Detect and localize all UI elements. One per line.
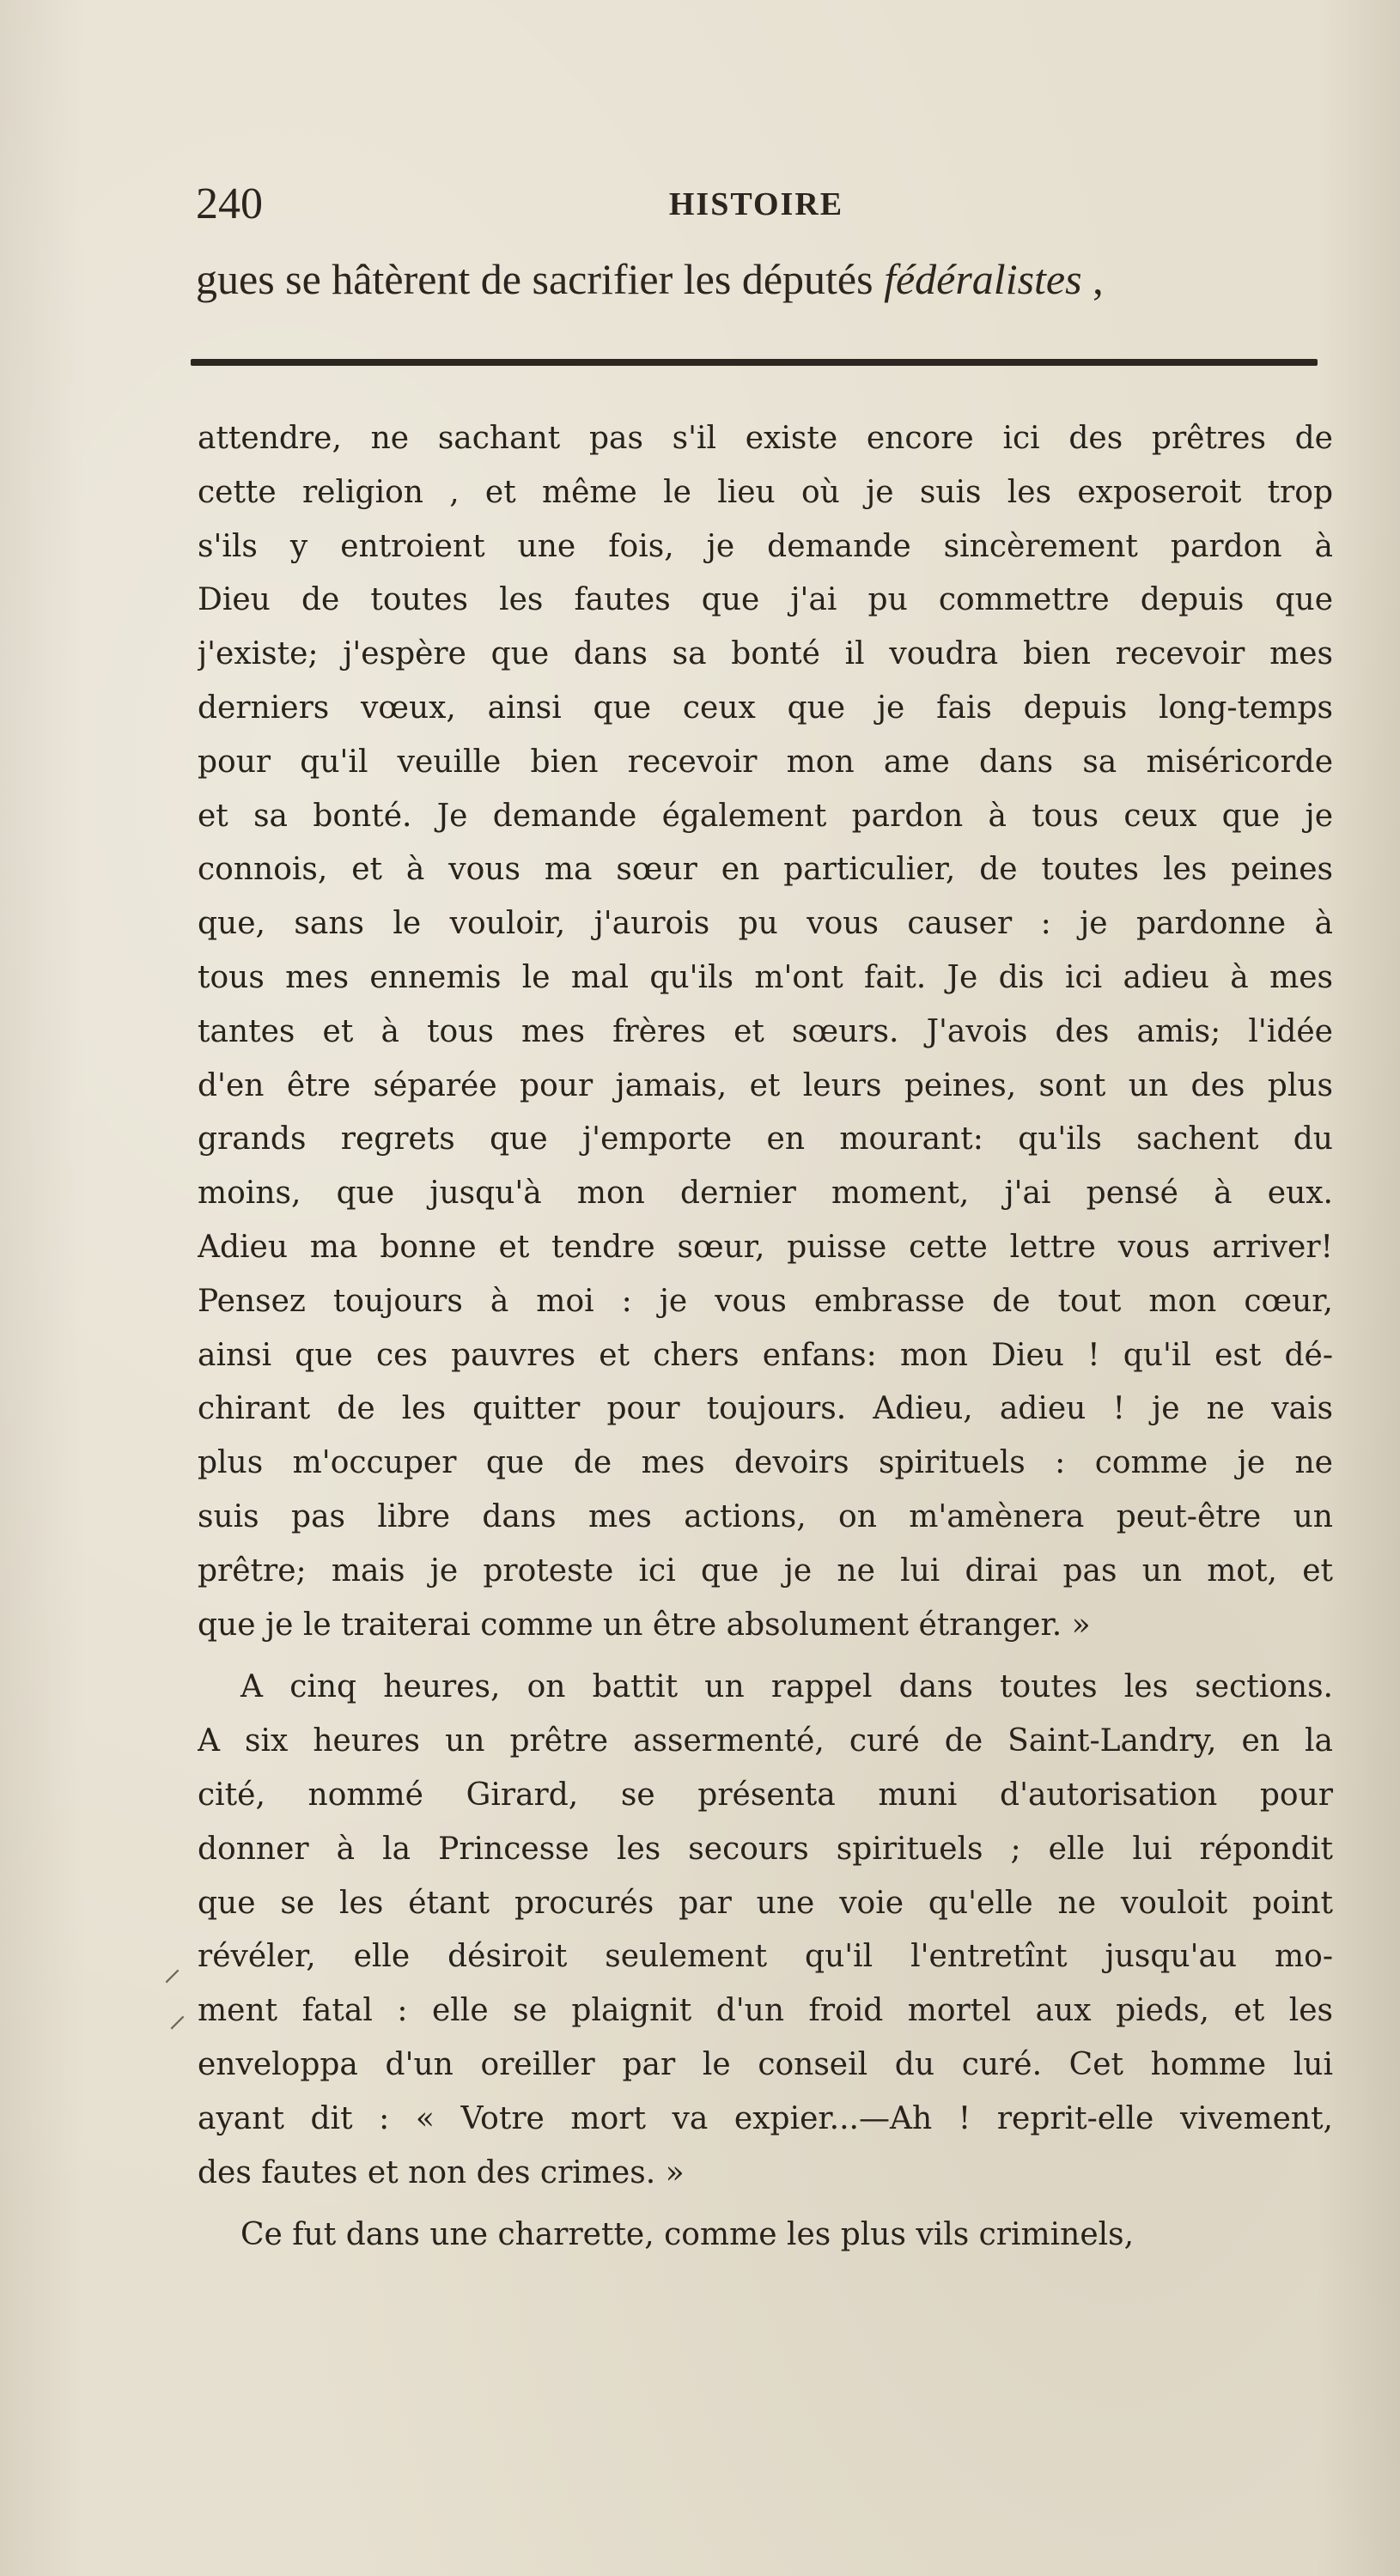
text-line: tous mes ennemis le mal qu'ils m'ont fait. Je dis ici adieu à mes (198, 959, 1333, 995)
text-line: ayant dit : « Votre mort va expier...—Ah ! reprit-elle vivement, (198, 2100, 1333, 2136)
text-line: que, sans le vouloir, j'aurois pu vous causer : je pardonne à (198, 906, 1333, 942)
margin-ink-mark: ⸝ (163, 1947, 182, 1989)
text-line: derniers vœux, ainsi que ceux que je fais depuis long-temps (198, 690, 1333, 726)
text-line: Adieu ma bonne et tendre sœur, puisse cette lettre vous arriver! (198, 1229, 1333, 1265)
continuation-punctuation: , (1081, 255, 1104, 303)
text-line: connois, et à vous ma sœur en particulier, de toutes les peines (198, 852, 1333, 888)
text-line: que je le traiterai comme un être absolument étranger. » (198, 1607, 1091, 1643)
continuation-italic-word: fédéralistes (884, 255, 1082, 303)
text-line: s'ils y entroient une fois, je demande sincèrement pardon à (198, 528, 1333, 564)
running-head (196, 179, 1317, 230)
text-line: A six heures un prêtre assermenté, curé de Saint-Landry, en la (198, 1723, 1333, 1759)
continuation-line (196, 251, 1321, 307)
text-line: donner à la Princesse les secours spirituels ; elle lui répondit (198, 1831, 1333, 1867)
paragraph-letter (198, 412, 1333, 1652)
text-line: d'en être séparée pour jamais, et leurs peines, sont un des plus (198, 1067, 1333, 1103)
text-line: plus m'occuper que de mes devoirs spirituels : comme je ne (198, 1445, 1333, 1481)
running-title: HISTOIRE (668, 186, 844, 222)
text-line: et sa bonté. Je demande également pardon à tous ceux que je (198, 798, 1333, 834)
text-line: chirant de les quitter pour toujours. Adieu, adieu ! je ne vais (198, 1391, 1333, 1427)
paragraph-charrette (198, 2208, 1333, 2263)
text-line: ment fatal : elle se plaignit d'un froid mortel aux pieds, et les (198, 1993, 1333, 2029)
text-line: moins, que jusqu'à mon dernier moment, j'ai pensé à eux. (198, 1176, 1333, 1212)
text-line: que se les étant procurés par une voie qu'elle ne vouloit point (198, 1885, 1333, 1921)
text-line: prêtre; mais je proteste ici que je ne lui dirai pas un mot, et (198, 1552, 1333, 1589)
page-number: 240 (196, 179, 263, 228)
margin-ink-mark: ⸝ (168, 1993, 187, 2035)
horizontal-rule (191, 359, 1318, 366)
text-line: Pensez toujours à moi : je vous embrasse de tout mon cœur, (198, 1283, 1333, 1319)
text-line: tantes et à tous mes frères et sœurs. J'avois des amis; l'idée (198, 1013, 1333, 1049)
text-line: j'existe; j'espère que dans sa bonté il voudra bien recevoir mes (198, 636, 1333, 672)
text-line: attendre, ne sachant pas s'il existe encore ici des prêtres de (198, 421, 1333, 456)
text-line: suis pas libre dans mes actions, on m'amènera peut-être un (198, 1498, 1333, 1534)
text-line: A cinq heures, on battit un rappel dans toutes les sections. (240, 1669, 1333, 1705)
text-line: des fautes et non des crimes. » (198, 2154, 685, 2190)
text-line: pour qu'il veuille bien recevoir mon ame dans sa miséricorde (198, 744, 1333, 780)
text-line: Ce fut dans une charrette, comme les plus vils criminels, (240, 2217, 1135, 2253)
body-text (198, 412, 1333, 2263)
text-line: enveloppa d'un oreiller par le conseil du curé. Cet homme lui (198, 2046, 1333, 2082)
text-line: Dieu de toutes les fautes que j'ai pu commettre depuis que (198, 582, 1333, 618)
text-line: ainsi que ces pauvres et chers enfans: mon Dieu ! qu'il est dé- (198, 1337, 1333, 1373)
text-line: révéler, elle désiroit seulement qu'il l'entretînt jusqu'au mo- (198, 1939, 1333, 1975)
paragraph-execution (198, 1661, 1333, 2200)
text-line: cette religion , et même le lieu où je suis les exposeroit trop (198, 474, 1333, 510)
text-line: cité, nommé Girard, se présenta muni d'autorisation pour (198, 1777, 1333, 1813)
text-line: grands regrets que j'emporte en mourant: qu'ils sachent du (198, 1121, 1333, 1157)
continuation-text: gues se hâtèrent de sacrifier les députés (196, 255, 885, 303)
